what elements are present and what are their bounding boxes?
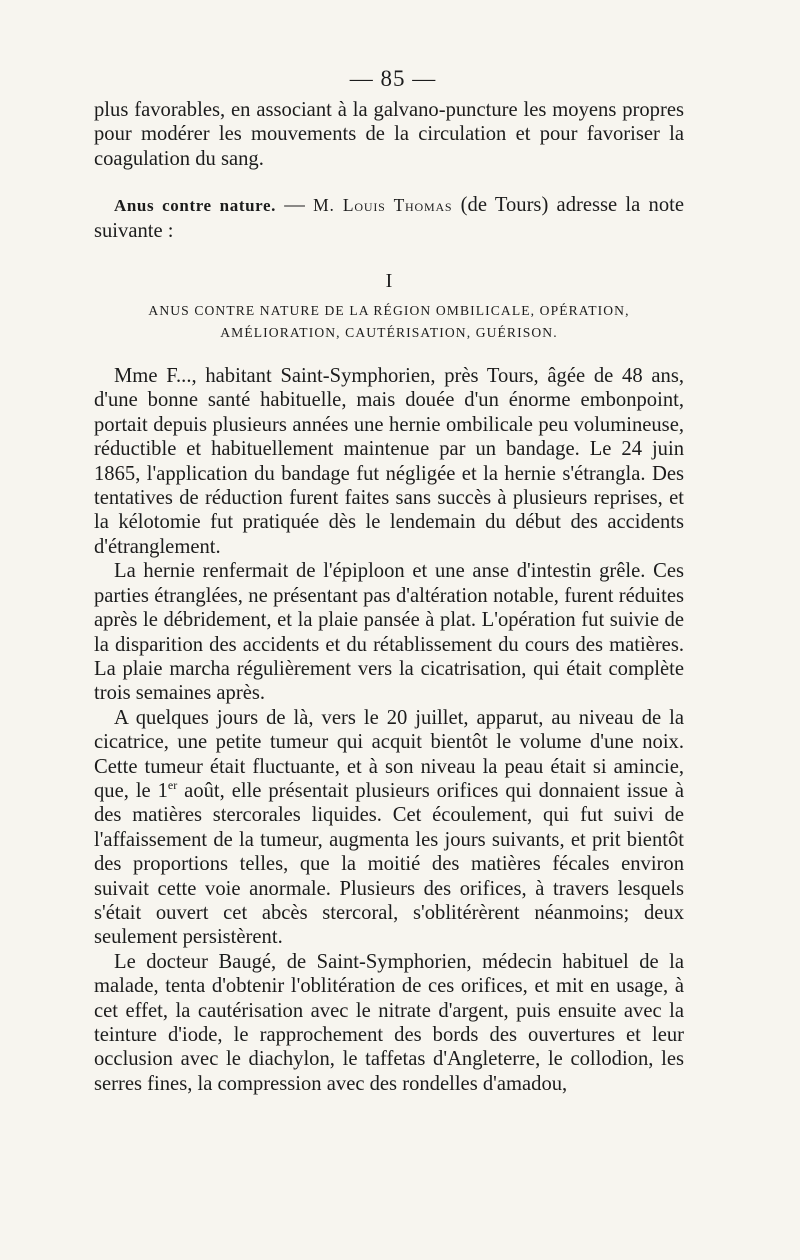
book-page [94, 62, 684, 1096]
paragraph-4: Le docteur Baugé, de Saint-Symphorien, médecin habituel de la malade, tenta d'obtenir l'oblitération de ces orifices, et mit en usage, à cet effet, la cautérisation avec le nitrate d'argent, puis ensuite avec la teinture d'iode, le rapprochement des bords des ouvertures et leur occlusion avec le diachylon, le taffetas d'Angleterre, le collodion, les serres fines, la compression avec des rondelles d'amadou, [94, 950, 684, 1095]
intro-paragraph: plus favorables, en associant à la galvano-puncture les moyens propres pour modérer les mouvements de la circulation et pour favoriser la coagulation du sang. [94, 99, 684, 170]
announcement-rest: (de Tours) adresse la note suivante : [94, 194, 684, 242]
ordinal-superscript: er [167, 778, 178, 793]
section-title-line-2: AMÉLIORATION, CAUTÉRISATION, GUÉRISON. [220, 325, 558, 341]
paragraph-3-start: A quelques jours de là, vers le 20 juillet, apparut, au niveau de la cicatrice, une petite tumeur qui acquit bientôt le volume d'une noix. Cette tumeur était fluctuante, et à son niveau la peau était si amincie, que, le 1 [94, 706, 684, 802]
paragraph-3 [94, 706, 684, 950]
rubric-dash: — [275, 194, 314, 217]
author-name: Louis Thomas [342, 195, 453, 216]
section-title-line-1: ANUS CONTRE NATURE DE LA RÉGION OMBILICALE, OPÉRATION, [148, 303, 630, 319]
section-rubric: Anus contre nature. [114, 196, 276, 216]
section-title [94, 300, 684, 344]
announcement-paragraph [94, 193, 684, 243]
body-text [94, 364, 684, 1096]
page-number: — 85 — [349, 66, 437, 91]
paragraph-1: Mme F..., habitant Saint-Symphorien, près Tours, âgée de 48 ans, d'une bonne santé habituelle, mais douée d'un énorme embonpoint, portait depuis plusieurs années une hernie ombilicale peu volumineuse, réductible et habituellement maintenue par un bandage. Le 24 juin 1865, l'application du bandage fut négligée et la hernie s'étrangla. Des tentatives de réduction furent faites sans succès à plusieurs reprises, et la kélotomie fut pratiquée dès le lendemain du début des accidents d'étranglement. [94, 365, 684, 558]
paragraph-2: La hernie renfermait de l'épiploon et une anse d'intestin grêle. Ces parties étranglées, ne présentant pas d'altération notable, furent réduites après le débridement, et la plaie pansée à plat. L'opération fut suivie de la disparition des accidents et du rétablissement du cours des matières. La plaie marcha régulièrement vers la cicatrisation, qui était complète trois semaines après. [94, 560, 684, 705]
paragraph-3-end: août, elle présentait plusieurs orifices qui donnaient issue à des matières stercorales liquides. Cet écoulement, qui fut suivi de l'affaissement de la tumeur, augmenta les jours suivants, et prit bientôt des proportions telles, que la moitié des matières fécales environ suivait cette voie anormale. Plusieurs des orifices, à travers lesquels s'était ouvert cet abcès stercoral, s'oblitérèrent néanmoins; deux seulement persistèrent. [94, 779, 684, 949]
section-numeral: I [385, 270, 393, 293]
author-prefix: M. [313, 195, 343, 216]
